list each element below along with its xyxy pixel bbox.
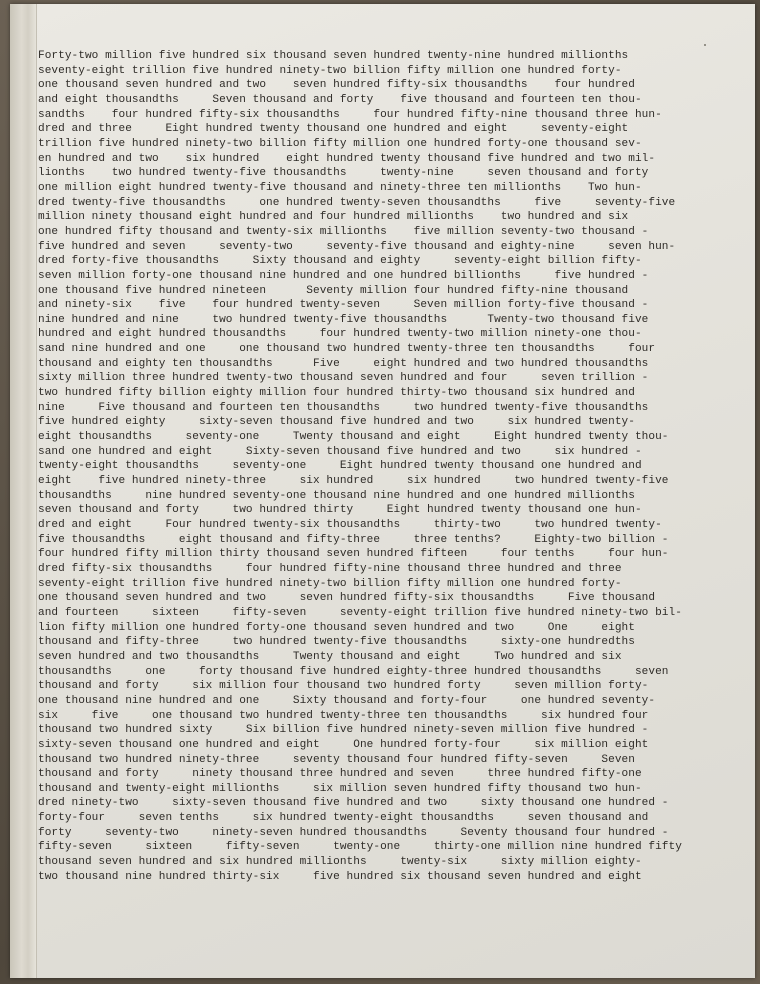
text-line: seven hundred and two thousandths Twenty thousand and eight Two hundred and six [38,650,622,663]
text-line: trillion five hundred ninety-two billion fifty million one hundred forty-one thousand sev- [38,137,642,150]
text-line: nine hundred and nine two hundred twenty-five thousandths Twenty-two thousand five [38,313,649,326]
text-line: sand nine hundred and one one thousand two hundred twenty-three ten thousandths four [38,343,656,356]
typewritten-text-block [38,49,708,884]
text-line: seventy-eight trillion five hundred ninety-two billion fifty million one hundred forty- [38,577,622,590]
text-line: sixty million three hundred twenty-two thousand seven hundred and four seven trillion - [38,372,649,385]
text-line: one hundred fifty thousand and twenty-six millionths five million seventy-two thousand - [38,225,649,238]
text-line: forty-four seven tenths six hundred twenty-eight thousandths seven thousand and [38,812,649,825]
text-line: six five one thousand two hundred twenty-three ten thousandths six hundred four [38,709,649,722]
text-line: eight thousandths seventy-one Twenty thousand and eight Eight hundred twenty thou- [38,431,669,444]
text-line: Forty-two million five hundred six thousand seven hundred twenty-nine hundred millionths [38,50,629,62]
text-line: two thousand nine hundred thirty-six five hundred six thousand seven hundred and eight [38,870,642,883]
text-line: fifty-seven sixteen fifty-seven twenty-one thirty-one million nine hundred fifty [38,841,682,854]
text-line: one thousand seven hundred and two seven hundred fifty-six thousandths four hundred [38,79,635,92]
text-line: thousand two hundred sixty Six billion five hundred ninety-seven million five hundred - [38,724,649,737]
text-line: four hundred fifty million thirty thousand seven hundred fifteen four tenths four hun- [38,548,669,561]
text-line: thousandths nine hundred seventy-one thousand nine hundred and one hundred millionths [38,489,635,502]
text-line: thousandths one forty thousand five hundred eighty-three hundred thousandths seven [38,665,669,678]
text-line: dred forty-five thousandths Sixty thousand and eighty seventy-eight billion fifty- [38,255,642,268]
text-line: twenty-eight thousandths seventy-one Eight hundred twenty thousand one hundred and [38,460,642,473]
text-line: thousand and twenty-eight millionths six million seven hundred fifty thousand two hun- [38,782,642,795]
text-line: seventy-eight trillion five hundred ninety-two billion fifty million one hundred forty- [38,64,622,77]
text-line: thousand and fifty-three two hundred twenty-five thousandths sixty-one hundredths [38,636,635,649]
text-line: five hundred eighty sixty-seven thousand five hundred and two six hundred twenty- [38,416,635,429]
text-line: thousand and eighty ten thousandths Five eight hundred and two hundred thousandths [38,357,649,370]
book-spine [10,4,37,978]
text-line: dred twenty-five thousandths one hundred twenty-seven thousandths five seventy-five [38,196,676,209]
text-line: and ninety-six five four hundred twenty-seven Seven million forty-five thousand - [38,299,649,312]
text-line: lionths two hundred twenty-five thousandths twenty-nine seven thousand and forty [38,167,649,180]
text-line: sandths four hundred fifty-six thousandths four hundred fifty-nine thousand three hun- [38,108,662,121]
text-line: million ninety thousand eight hundred and four hundred millionths two hundred and six [38,211,629,224]
text-line: and eight thousandths Seven thousand and forty five thousand and fourteen ten thou- [38,93,642,106]
text-line: one thousand five hundred nineteen Seventy million four hundred fifty-nine thousand [38,284,629,297]
text-line: en hundred and two six hundred eight hundred twenty thousand five hundred and two mil- [38,152,656,165]
text-line: hundred and eight hundred thousandths four hundred twenty-two million ninety-one thou- [38,328,642,341]
text-line: two hundred fifty billion eighty million four hundred thirty-two thousand six hundred and [38,387,635,400]
text-line: thousand seven hundred and six hundred millionths twenty-six sixty million eighty- [38,856,642,869]
text-line: eight five hundred ninety-three six hundred six hundred two hundred twenty-five [38,475,669,488]
text-line: thousand and forty ninety thousand three hundred and seven three hundred fifty-one [38,768,642,781]
text-line: dred and three Eight hundred twenty thousand one hundred and eight seventy-eight [38,123,629,136]
text-line: five thousandths eight thousand and fifty-three three tenths? Eighty-two billion - [38,533,669,546]
text-line: dred and eight Four hundred twenty-six thousandths thirty-two two hundred twenty- [38,519,662,531]
text-line: thousand and forty six million four thousand two hundred forty seven million forty- [38,680,649,693]
text-line: five hundred and seven seventy-two seventy-five thousand and eighty-nine seven hun- [38,240,676,253]
text-line: one thousand nine hundred and one Sixty thousand and forty-four one hundred seventy- [38,694,656,707]
text-line: dred fifty-six thousandths four hundred fifty-nine thousand three hundred and three [38,562,622,575]
text-line: lion fifty million one hundred forty-one thousand seven hundred and two One eight [38,621,635,634]
paper-speck [704,44,706,46]
text-line: forty seventy-two ninety-seven hundred thousandths Seventy thousand four hundred - [38,826,669,839]
text-line: seven million forty-one thousand nine hundred and one hundred billionths five hundred - [38,269,649,282]
text-line: nine Five thousand and fourteen ten thousandths two hundred twenty-five thousandths [38,401,649,414]
text-line: sixty-seven thousand one hundred and eight One hundred forty-four six million eight [38,738,649,751]
text-line: one thousand seven hundred and two seven hundred fifty-six thousandths Five thousand [38,592,656,605]
text-line: seven thousand and forty two hundred thirty Eight hundred twenty thousand one hun- [38,504,642,517]
text-line: dred ninety-two sixty-seven thousand five hundred and two sixty thousand one hundred - [38,797,669,810]
text-line: sand one hundred and eight Sixty-seven thousand five hundred and two six hundred - [38,445,642,458]
text-line: and fourteen sixteen fifty-seven seventy-eight trillion five hundred ninety-two bil- [38,606,682,619]
text-line: thousand two hundred ninety-three seventy thousand four hundred fifty-seven Seven [38,753,635,766]
text-line: one million eight hundred twenty-five thousand and ninety-three ten millionths Two hun- [38,181,642,194]
